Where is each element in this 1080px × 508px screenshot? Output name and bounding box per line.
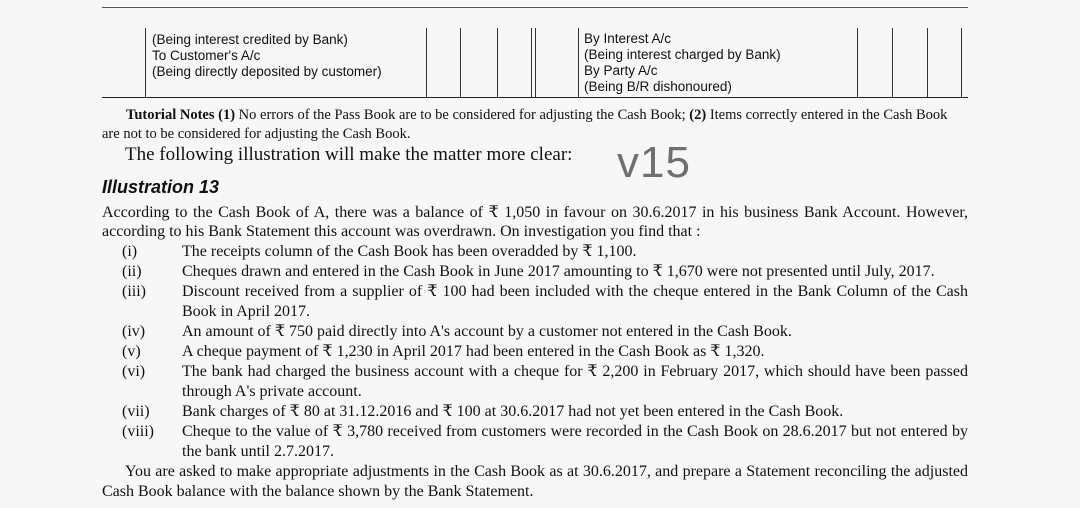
illustration-intro: According to the Cash Book of A, there was a balance of ₹ 1,050 in favour on 30.6.2017 in his business Bank Account. However, according to his Bank Statement this account was overdrawn. On investigation you find that :: [102, 204, 968, 240]
table-column-rule: [857, 28, 858, 97]
list-item: [102, 282, 968, 322]
item-text: Cheques drawn and entered in the Cash Book in June 2017 amounting to ₹ 1,670 were not presented until July, 2017.: [182, 263, 935, 280]
table-right-entries: [584, 31, 781, 95]
item-text: A cheque payment of ₹ 1,230 in April 2017 had been entered in the Cash Book as ₹ 1,320.: [182, 343, 765, 360]
table-right-line: By Party A/c: [584, 63, 658, 78]
item-number: (i): [122, 243, 138, 260]
item-number: (iii): [122, 283, 146, 300]
table-bottom-rule: [102, 97, 968, 98]
table-right-line: By Interest A/c: [584, 31, 672, 46]
list-item: [102, 402, 968, 422]
table-column-rule: [426, 28, 427, 97]
tutorial-note-text: Items correctly entered in the Cash Book are not to be considered for adjusting the Cash Book.: [102, 107, 948, 142]
item-text: Cheque to the value of ₹ 3,780 received from customers were recorded in the Cash Book on 28.6.2017 but not entered by the bank until 2.7.2017.: [182, 423, 968, 460]
table-column-rule: [535, 28, 536, 97]
table-left-line: (Being interest credited by Bank): [152, 32, 348, 47]
item-number: (ii): [122, 263, 142, 280]
list-item: [102, 362, 968, 402]
list-item: [102, 262, 968, 282]
table-top-rule: [102, 7, 968, 8]
table-column-rule: [497, 28, 498, 97]
illustration-closing: [102, 462, 968, 502]
illustration-lead-in: The following illustration will make the matter more clear:: [125, 144, 573, 165]
item-text: Discount received from a supplier of ₹ 100 had been included with the cheque entered in the Bank Column of the Cash Book in April 2017.: [182, 283, 968, 320]
table-left-line: To Customer's A/c: [152, 48, 261, 63]
table-column-rule: [145, 28, 146, 97]
table-column-rule: [460, 28, 461, 97]
item-number: (v): [122, 343, 141, 360]
list-item: [102, 242, 968, 262]
list-item: [102, 422, 968, 462]
table-column-rule: [531, 28, 532, 97]
table-column-rule: [892, 28, 893, 97]
item-number: (iv): [122, 323, 146, 340]
table-right-line: (Being B/R dishonoured): [584, 79, 732, 94]
table-column-rule: [578, 28, 579, 97]
tutorial-notes-heading: Tutorial Notes: [126, 107, 215, 123]
list-item: [102, 342, 968, 362]
tutorial-note-number: (2): [689, 107, 707, 123]
table-right-line: (Being interest charged by Bank): [584, 47, 781, 62]
tutorial-note-number: (1): [218, 107, 236, 123]
table-column-rule: [961, 28, 962, 97]
tutorial-notes: [102, 106, 968, 144]
item-text: The bank had charged the business account with a cheque for ₹ 2,200 in February 2017, which should have been passed through A's private account.: [182, 363, 968, 400]
item-number: (vii): [122, 403, 150, 420]
item-text: The receipts column of the Cash Book has been overadded by ₹ 1,100.: [182, 243, 637, 260]
illustration-items: [102, 242, 968, 462]
table-left-line: (Being directly deposited by customer): [152, 64, 382, 79]
list-item: [102, 322, 968, 342]
table-column-rule: [927, 28, 928, 97]
closing-text: You are asked to make appropriate adjustments in the Cash Book as at 30.6.2017, and prepare a Statement reconciling the adjusted Cash Book balance with the balance shown by the Bank Statement.: [102, 463, 968, 500]
version-watermark: v15: [617, 138, 691, 187]
item-text: Bank charges of ₹ 80 at 31.12.2016 and ₹ 100 at 30.6.2017 had not yet been entered in the Cash Book.: [182, 403, 844, 420]
table-left-entries: [152, 32, 382, 80]
item-number: (viii): [122, 423, 154, 440]
item-text: An amount of ₹ 750 paid directly into A's account by a customer not entered in the Cash Book.: [182, 323, 792, 340]
tutorial-note-text: No errors of the Pass Book are to be considered for adjusting the Cash Book;: [238, 107, 686, 123]
item-number: (vi): [122, 363, 146, 380]
illustration-title: Illustration 13: [102, 177, 220, 197]
